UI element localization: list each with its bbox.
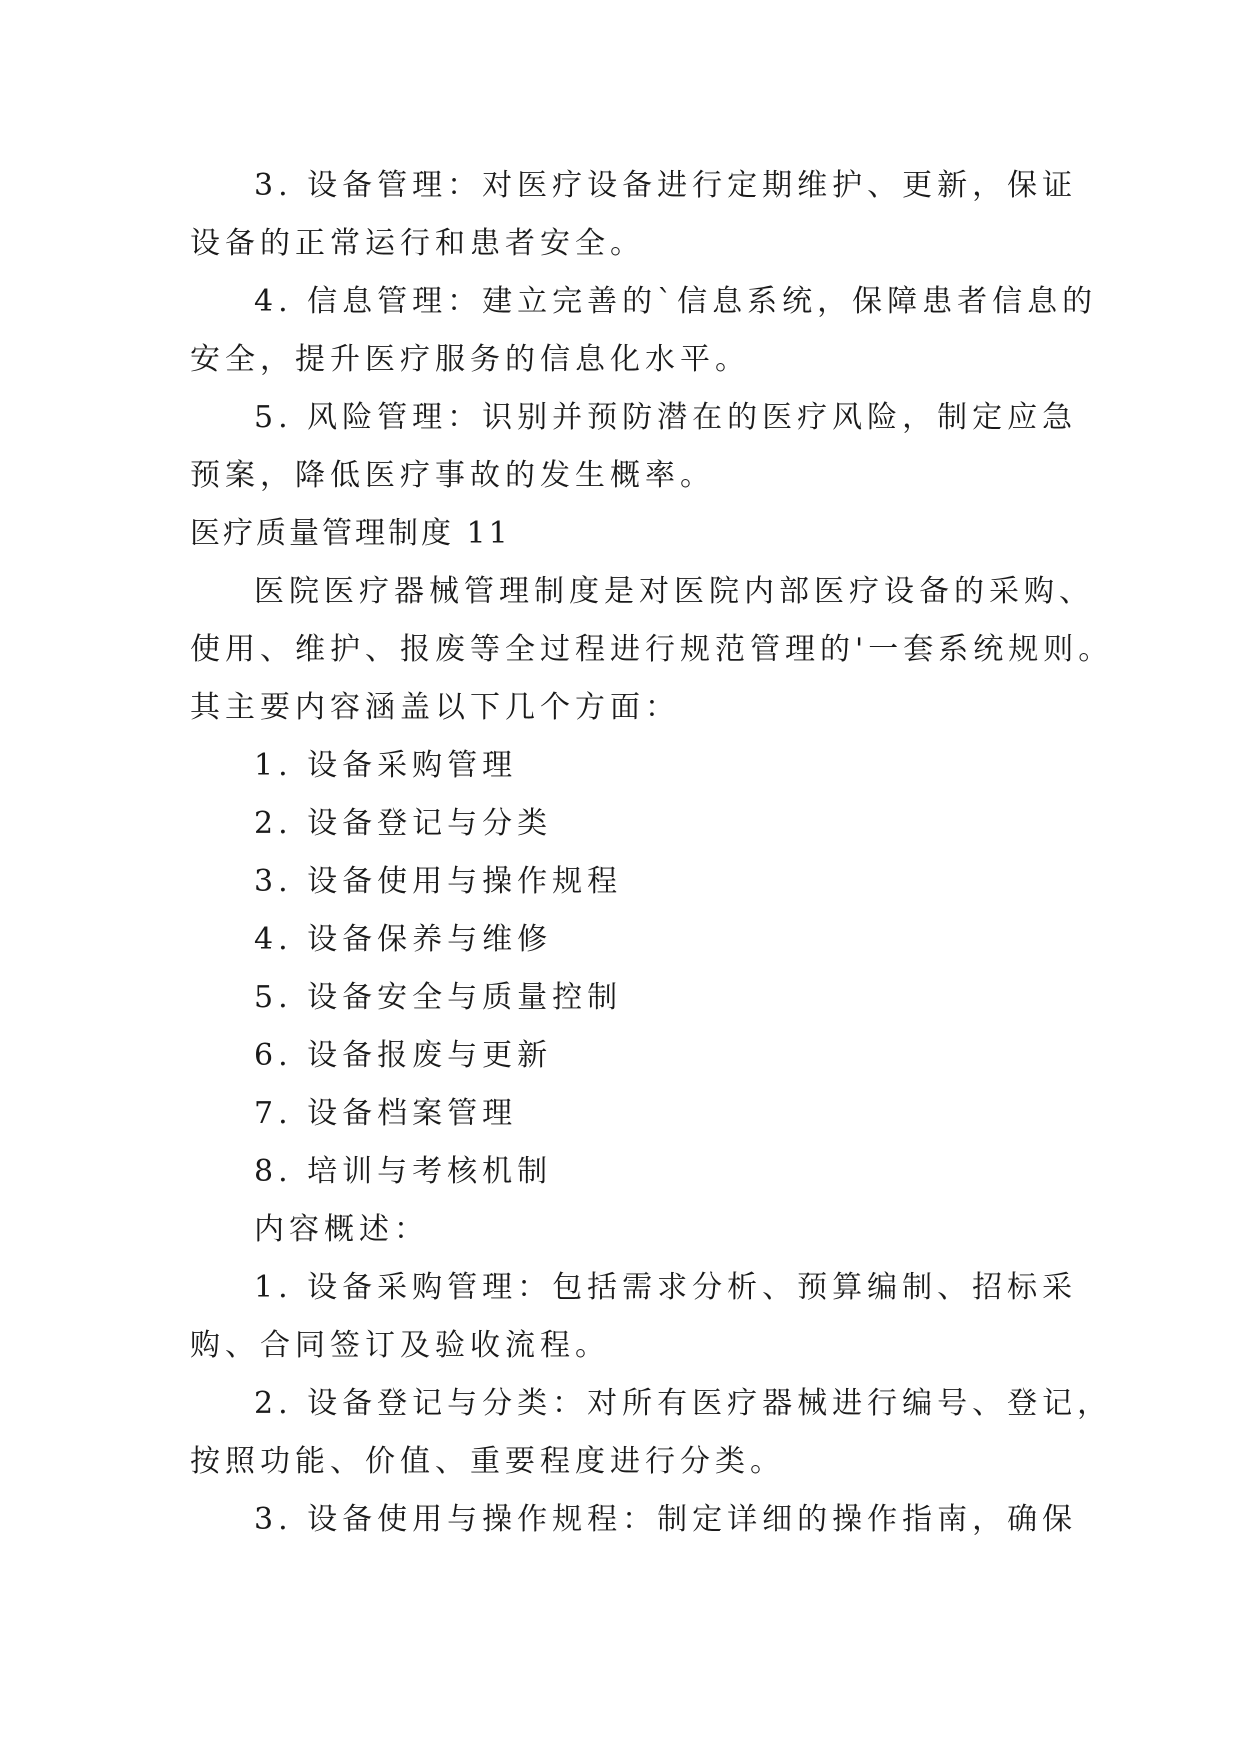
paragraph-line: 3. 设备使用与操作规程：制定详细的操作指南，确保 [254,1502,1078,1537]
list-item: 6. 设备报废与更新 [254,1038,553,1073]
paragraph-line: 安全，提升医疗服务的信息化水平。 [190,342,750,377]
list-item: 1. 设备采购管理 [254,748,518,783]
list-item: 7. 设备档案管理 [254,1096,518,1131]
list-item: 2. 设备登记与分类 [254,806,553,841]
list-item: 4. 设备保养与维修 [254,922,553,957]
paragraph-line: 医院医疗器械管理制度是对医院内部医疗设备的采购、 [254,574,1094,609]
paragraph-line: 购、合同签订及验收流程。 [190,1328,610,1363]
paragraph-line: 使用、维护、报废等全过程进行规范管理的'一套系统规则。 [190,632,1114,667]
section-heading: 医疗质量管理制度 11 [190,516,511,551]
paragraph-line: 按照功能、价值、重要程度进行分类。 [190,1444,785,1479]
paragraph-line: 其主要内容涵盖以下几个方面： [190,690,680,725]
paragraph-line: 预案，降低医疗事故的发生概率。 [190,458,715,493]
paragraph-line: 4. 信息管理：建立完善的`信息系统，保障患者信息的 [254,284,1098,319]
list-item: 8. 培训与考核机制 [254,1154,553,1189]
paragraph-line: 2. 设备登记与分类：对所有医疗器械进行编号、登记， [254,1386,1113,1421]
list-item: 5. 设备安全与质量控制 [254,980,623,1015]
paragraph-line: 1. 设备采购管理：包括需求分析、预算编制、招标采 [254,1270,1078,1305]
paragraph-line: 3. 设备管理：对医疗设备进行定期维护、更新，保证 [254,168,1078,203]
list-item: 3. 设备使用与操作规程 [254,864,623,899]
document-body [190,157,1114,1549]
subsection-label: 内容概述： [254,1212,429,1247]
paragraph-line: 设备的正常运行和患者安全。 [190,226,645,261]
paragraph-line: 5. 风险管理：识别并预防潜在的医疗风险，制定应急 [254,400,1078,435]
